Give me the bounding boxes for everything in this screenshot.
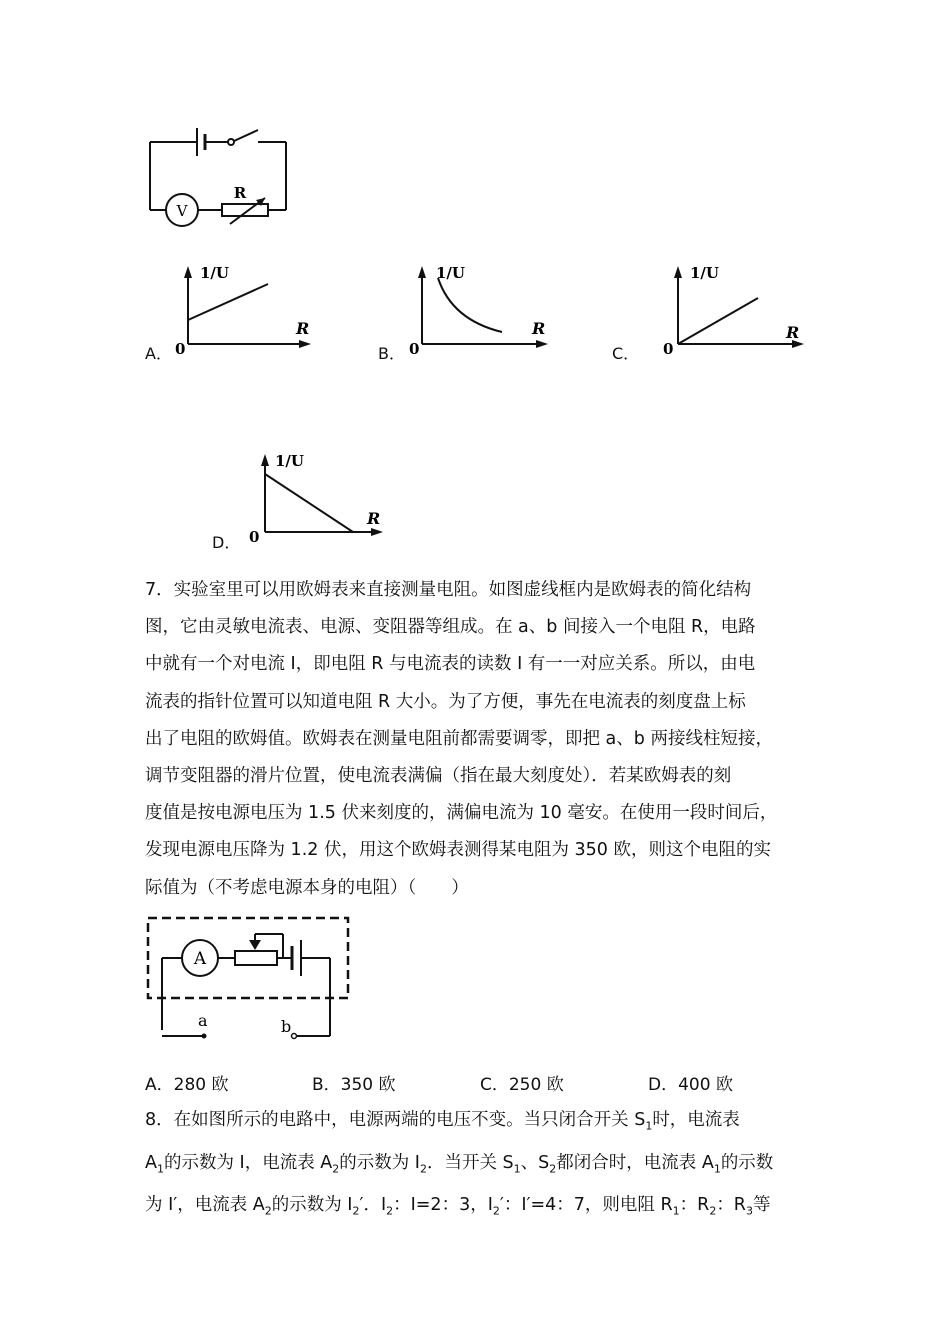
y-axis-label: 1/U bbox=[690, 264, 719, 282]
graph-option-d bbox=[245, 450, 395, 550]
q7-line-7: 度值是按电源电压为 1.5 伏来刻度的，满偏电流为 10 毫安。在使用一段时间后， bbox=[145, 803, 778, 824]
ohmmeter-circuit-diagram bbox=[140, 910, 360, 1050]
q8-line-3: 为 I′，电流表 $A_2$的示数为 $I_2'$．$I_2$：I=2：3，$I_2'$：I′=4：7，则电阻 $R_1$：$R_2$：$R_3$等 bbox=[145, 1195, 771, 1218]
graph-option-c bbox=[660, 262, 810, 362]
q7-option-d[interactable]: D．400 欧 bbox=[648, 1075, 733, 1095]
q7-line-1: 7．实验室里可以用欧姆表来直接测量电阻。如图虚线框内是欧姆表的简化结构 bbox=[145, 580, 752, 600]
terminal-b-label: b bbox=[281, 1017, 292, 1036]
graph-option-a bbox=[170, 262, 320, 362]
y-axis-label: 1/U bbox=[436, 264, 465, 282]
y-axis-label: 1/U bbox=[200, 264, 229, 282]
x-axis-label: R bbox=[786, 323, 800, 342]
option-c-label: C． bbox=[612, 344, 640, 363]
x-axis-label: R bbox=[367, 509, 381, 528]
option-d-label: D． bbox=[212, 533, 241, 552]
question-7-text bbox=[145, 572, 825, 907]
origin-label: 0 bbox=[249, 528, 260, 546]
q7-line-5: 出了电阻的欧姆值。欧姆表在测量电阻前都需要调零，即把 a、b 两接线柱短接， bbox=[145, 728, 773, 749]
q7-line-2: 图，它由灵敏电流表、电源、变阻器等组成。在 a、b 间接入一个电阻 R，电路 bbox=[145, 617, 756, 638]
x-axis-label: R bbox=[296, 319, 310, 338]
x-axis-label: R bbox=[532, 319, 546, 338]
y-axis-label: 1/U bbox=[275, 452, 304, 470]
question-8-text bbox=[145, 1102, 835, 1230]
q7-option-b[interactable]: B．350 欧 bbox=[312, 1075, 396, 1095]
q7-line-3: 中就有一个对电流 I，即电阻 R 与电流表的读数 I 有一一对应关系。所以，由电 bbox=[145, 654, 756, 675]
origin-label: 0 bbox=[663, 340, 674, 358]
q7-line-8: 发现电源电压降为 1.2 伏，用这个欧姆表测得某电阻为 350 欧，则这个电阻的实 bbox=[145, 840, 771, 861]
q8-line-1: 8．在如图所示的电路中，电源两端的电压不变。当只闭合开关 $S_1$时，电流表 bbox=[145, 1110, 740, 1133]
origin-label: 0 bbox=[175, 340, 186, 358]
option-a-label: A． bbox=[145, 344, 172, 363]
q7-line-9: 际值为（不考虑电源本身的电阻）（ ） bbox=[145, 877, 469, 898]
graph-option-b bbox=[404, 262, 554, 362]
q7-line-6: 调节变阻器的滑片位置，使电流表满偏（指在最大刻度处）．若某欧姆表的刻 bbox=[145, 766, 732, 787]
ammeter-label: A bbox=[193, 949, 207, 969]
origin-label: 0 bbox=[409, 340, 420, 358]
option-b-label: B． bbox=[378, 344, 405, 363]
circuit-diagram-voltmeter bbox=[140, 120, 300, 230]
q7-option-c[interactable]: C．250 欧 bbox=[480, 1075, 564, 1095]
q8-line-2: $A_1$的示数为 I，电流表 $A_2$的示数为 $I_2$．当开关 $S_1$、$S_2$都闭合时，电流表 $A_1$的示数 bbox=[145, 1152, 774, 1176]
q7-option-a[interactable]: A．280 欧 bbox=[145, 1075, 229, 1095]
voltmeter-label: V bbox=[176, 202, 188, 220]
resistor-label: R bbox=[233, 184, 247, 202]
terminal-a-label: a bbox=[198, 1011, 208, 1030]
q7-line-4: 流表的指针位置可以知道电阻 R 大小。为了方便，事先在电流表的刻度盘上标 bbox=[145, 691, 746, 712]
